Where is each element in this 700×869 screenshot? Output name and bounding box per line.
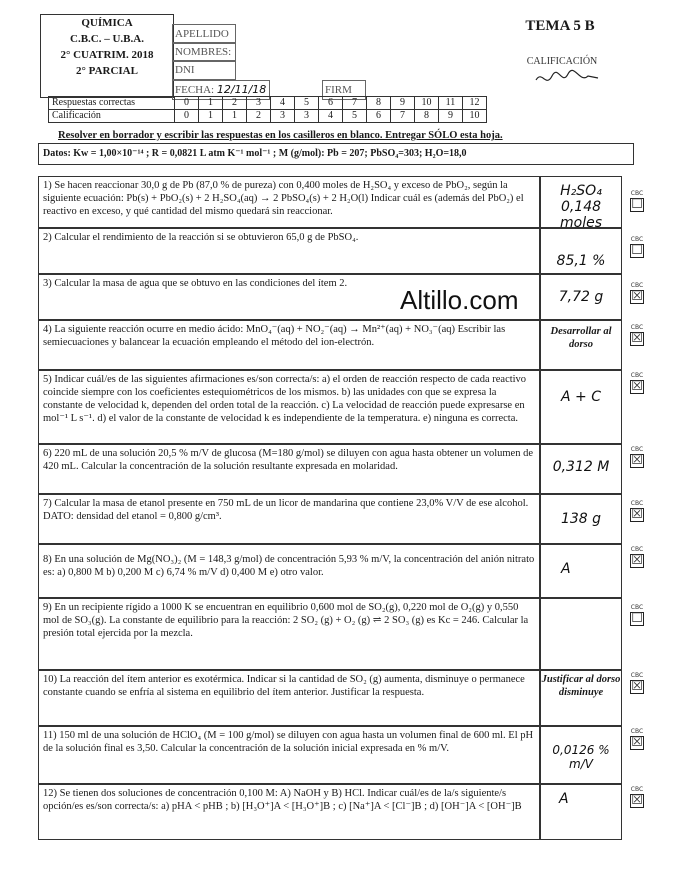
checkbox: ☐	[631, 243, 643, 258]
question-5: 5) Indicar cuál/es de las siguientes afirmaciones es/son correcta/s: a) el orden de reacción respecto de cada reactivo coincide siempre con los coeficientes estequiométricos de los mismos. b) las unidades con que se expresa la constante de velocidad k, dependen del orden total de la reacción. c) La velocidad de reacción puede expresarse en mol⁻¹ L s⁻¹. d) el valor de la constante de velocidad k es independiente de la temperatura. e) ninguna es correcta.	[38, 370, 540, 444]
dni-field[interactable]: DNI	[172, 60, 236, 80]
answer-box-4[interactable]	[540, 320, 622, 370]
check-3	[626, 282, 648, 304]
answer-11: 0,0126 % m/V	[552, 743, 610, 771]
checkbox: ☒	[631, 453, 643, 468]
score-row-correct	[49, 97, 487, 110]
fecha-label: FECHA:	[175, 84, 215, 96]
check-7	[626, 500, 648, 522]
checkbox: ☒	[631, 507, 643, 522]
cell: 0	[175, 110, 199, 123]
cell: 7	[391, 110, 415, 123]
question-7: 7) Calcular la masa de etanol presente en 750 mL de un licor de mandarina que contiene 23,0% V/V de ese alcohol. DATO: densidad del etanol = 0,800 g/cm³.	[38, 494, 540, 544]
question-9: 9) En un recipiente rígido a 1000 K se encuentran en equilibrio 0,600 mol de SO₂(g), 0,220 mol de O₂(g) y 0,550 mol de SO₃(g). La constante de equilibrio para la reacción: 2 SO₂ (g) + O₂ (g) ⇌ 2 SO₃ (g) es Kc = 246. Calcular la presión total ejercida por la mezcla.	[38, 598, 540, 670]
question-10: 10) La reacción del ítem anterior es exotérmica. Indicar si la cantidad de SO₂ (g) aumenta, disminuye o permanece constante cuando se enfría al sistema en equilibrio del ítem anterior. Justificar la respuesta.	[38, 670, 540, 726]
answer-1: H₂SO₄ 0,148 moles	[560, 183, 602, 231]
question-4: 4) La siguiente reacción ocurre en medio ácido: MnO₄⁻(aq) + NO₂⁻(aq) → Mn²⁺(aq) + NO₃⁻(aq) Escribir las semiecuaciones y balancear la ecuación empleando el método del ion-electrón.	[38, 320, 540, 370]
cell: 1	[199, 97, 223, 110]
cbc-label: CBC	[630, 672, 644, 679]
cbc-label: CBC	[630, 546, 644, 553]
cbc-label: CBC	[630, 500, 644, 507]
question-6: 6) 220 mL de una solución 20,5 % m/V de glucosa (M=180 g/mol) se diluyen con agua hasta obtener un volumen de 420 mL. Calcular la concentración de la solución resultante expresada en molaridad.	[38, 444, 540, 494]
checkbox: ☒	[631, 553, 643, 568]
cell: 0	[175, 97, 199, 110]
answer-5: A + C	[561, 389, 601, 405]
data-constants: Datos: Kw = 1,00×10⁻¹⁴ ; R = 0,0821 L atm K⁻¹ mol⁻¹ ; M (g/mol): Pb = 207; PbSO₄=303; H₂O=18,0	[38, 143, 634, 165]
cbc-label: CBC	[630, 190, 644, 197]
question-12: 12) Se tienen dos soluciones de concentración 0,100 M: A) NaOH y B) HCl. Indicar cuál/es de la/s siguiente/s opción/es es/son correcta/s: a) pHA < pHB ; b) [H₃O⁺]A < [H₃O⁺]B ; c) [Na⁺]A < [Cl⁻]B ; d) [OH⁻]A < [OH⁻]B	[38, 784, 540, 840]
cell: 9	[439, 110, 463, 123]
exam-name: 2° PARCIAL	[76, 65, 138, 77]
answer-12: A	[559, 791, 569, 807]
cell: 4	[271, 97, 295, 110]
student-fields	[172, 14, 500, 96]
checkbox: ☒	[631, 793, 643, 808]
check-9	[626, 604, 648, 626]
cbc-label: CBC	[630, 728, 644, 735]
cell: 5	[343, 110, 367, 123]
check-8	[626, 546, 648, 568]
cell: 11	[439, 97, 463, 110]
term: 2° CUATRIM. 2018	[60, 49, 154, 61]
answer-6: 0,312 M	[552, 459, 610, 475]
answer-box-9[interactable]	[540, 598, 622, 670]
subject: QUÍMICA	[81, 17, 133, 29]
answer-10: Justificar al dorso disminuye	[541, 674, 621, 698]
apellido-field[interactable]: APELLIDO	[172, 24, 236, 44]
checkbox: ☒	[631, 379, 643, 394]
question-11: 11) 150 ml de una solución de HClO₄ (M = 100 g/mol) se diluyen con agua hasta un volumen final de 600 ml. El pH de la solución final es 3,50. Calcular la concentración de la solución inicial expresada en % m/V.	[38, 726, 540, 784]
cell: 5	[295, 97, 319, 110]
question-2: 2) Calcular el rendimiento de la reacción si se obtuvieron 65,0 g de PbSO₄.	[38, 228, 540, 274]
cell: 6	[319, 97, 343, 110]
cbc-label: CBC	[630, 372, 644, 379]
cell: 8	[415, 110, 439, 123]
course-header	[40, 14, 174, 98]
answer-box-6[interactable]	[540, 444, 622, 494]
check-1	[626, 190, 648, 212]
check-4	[626, 324, 648, 346]
cell: 1	[199, 110, 223, 123]
question-3: 3) Calcular la masa de agua que se obtuvo en las condiciones del ítem 2.	[38, 274, 540, 320]
cell: 10	[463, 110, 487, 123]
answer-box-2[interactable]	[540, 228, 622, 274]
cell: 2	[223, 97, 247, 110]
checkbox: ☐	[631, 197, 643, 212]
cell: 2	[247, 110, 271, 123]
check-11	[626, 728, 648, 750]
school: C.B.C. – U.B.A.	[70, 33, 144, 45]
watermark: Altillo.com	[400, 285, 519, 315]
cell: 6	[367, 110, 391, 123]
cell: 4	[319, 110, 343, 123]
cell: 3	[271, 110, 295, 123]
check-10	[626, 672, 648, 694]
answer-box-10[interactable]	[540, 670, 622, 726]
nombres-field[interactable]: NOMBRES:	[172, 42, 236, 62]
score-row-grade	[49, 110, 487, 123]
fecha-value: 12/11/18	[216, 83, 267, 96]
cell: 3	[247, 97, 271, 110]
checkbox: ☒	[631, 679, 643, 694]
question-1: 1) Se hacen reaccionar 30,0 g de Pb (87,0 % de pureza) con 0,400 moles de H₂SO₄ y exceso de PbO₂, según la siguiente ecuación: Pb(s) + PbO₂(s) + 2 H₂SO₄(aq) → 2 PbSO₄(s) + 2 H₂O(l) Indicar cuál es (además del PbO₂) el reactivo en exceso, y qué cantidad del mismo quedará sin reaccionar.	[38, 176, 540, 228]
answer-box-5[interactable]	[540, 370, 622, 444]
answer-box-3[interactable]	[540, 274, 622, 320]
calificacion-label: CALIFICACIÓN	[526, 56, 598, 67]
answer-7: 138 g	[560, 511, 602, 527]
question-8: 8) En una solución de Mg(NO₃)₂ (M = 148,3 g/mol) de concentración 5,93 % m/V, la concentración del anión nitrato es: a) 0,800 M b) 0,200 M c) 6,74 % m/V d) 0,400 M e) otro valor.	[38, 544, 540, 598]
check-6	[626, 446, 648, 468]
cbc-label: CBC	[630, 604, 644, 611]
cell: 9	[391, 97, 415, 110]
row-label: Calificación	[49, 110, 175, 123]
checkbox: ☒	[631, 735, 643, 750]
cell: 12	[463, 97, 487, 110]
grader-signature	[532, 68, 602, 88]
cell: 10	[415, 97, 439, 110]
cbc-label: CBC	[630, 324, 644, 331]
check-5	[626, 372, 648, 394]
answer-box-8[interactable]	[540, 544, 622, 598]
cell: 7	[343, 97, 367, 110]
answer-box-12[interactable]	[540, 784, 622, 840]
cell: 8	[367, 97, 391, 110]
answer-3: 7,72 g	[558, 289, 604, 305]
row-label: Respuestas correctas	[49, 97, 175, 110]
cell: 3	[295, 110, 319, 123]
check-2	[626, 236, 648, 258]
answer-box-1[interactable]	[540, 176, 622, 231]
answer-4: Desarrollar al dorso	[550, 326, 612, 350]
answer-box-11[interactable]	[540, 726, 622, 784]
checkbox: ☐	[631, 611, 643, 626]
checkbox: ☒	[631, 331, 643, 346]
cbc-label: CBC	[630, 786, 644, 793]
cbc-label: CBC	[630, 236, 644, 243]
cell: 1	[223, 110, 247, 123]
answer-8: A	[561, 561, 571, 577]
firma-field[interactable]: FIRM	[322, 80, 366, 100]
cbc-label: CBC	[630, 446, 644, 453]
instructions: Resolver en borrador y escribir las respuestas en los casilleros en blanco. Entregar SÓLO esta hoja.	[58, 130, 503, 141]
answer-box-7[interactable]	[540, 494, 622, 544]
checkbox: ☒	[631, 289, 643, 304]
answer-2: 85,1 %	[556, 253, 606, 269]
score-table	[48, 96, 487, 123]
check-12	[626, 786, 648, 808]
tema-label: TEMA 5 B	[525, 18, 595, 34]
signature-scribble	[532, 68, 602, 88]
cbc-label: CBC	[630, 282, 644, 289]
